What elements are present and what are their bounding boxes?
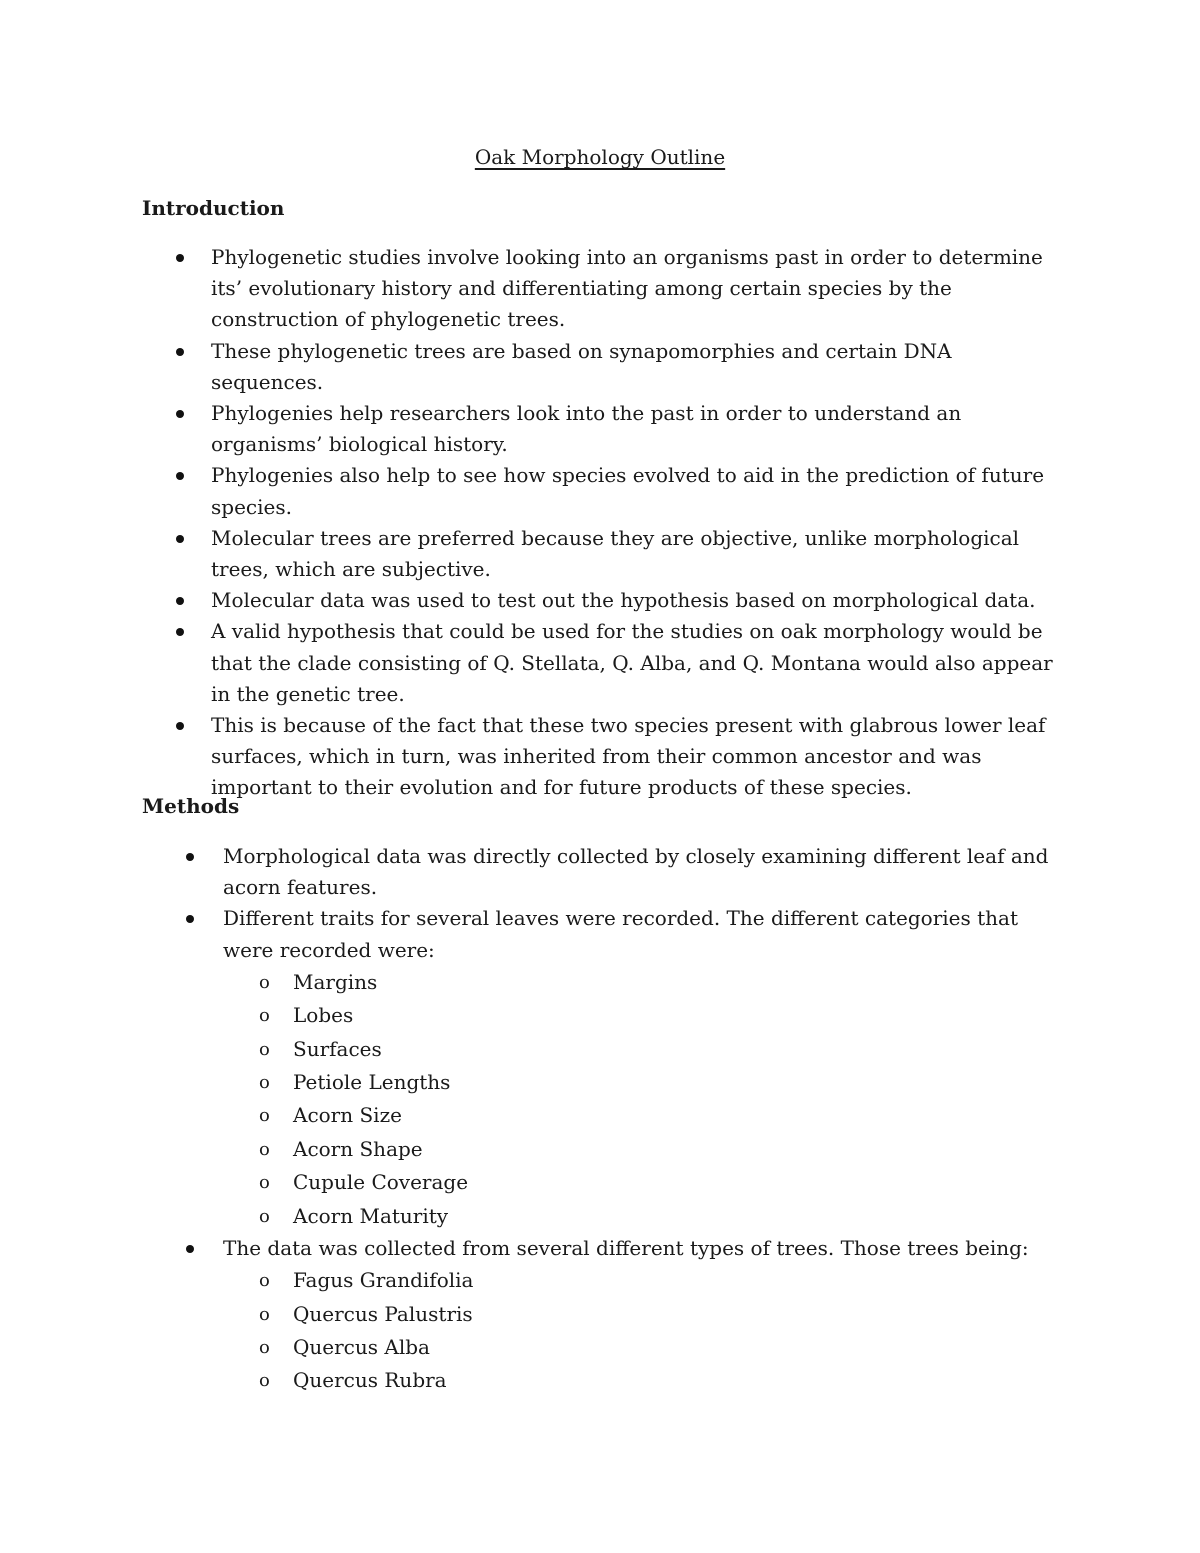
bullet-text: Phylogenies help researchers look into the past in order to understand an organisms’ biological history. xyxy=(211,401,962,457)
bullet-icon xyxy=(176,628,184,636)
bullet-text: Different traits for several leaves were recorded. The different categories that were recorded were: xyxy=(223,906,1018,962)
circle-bullet-icon: o xyxy=(259,971,270,993)
bullet-icon xyxy=(176,597,184,605)
sub-item-text: Petiole Lengths xyxy=(293,1070,451,1095)
list-item xyxy=(0,523,1056,585)
list-item xyxy=(0,242,1056,336)
list-item xyxy=(0,398,1056,460)
bullet-text: Morphological data was directly collected by closely examining different leaf and acorn features. xyxy=(223,844,1049,900)
circle-bullet-icon: o xyxy=(259,1072,270,1094)
sub-list-item xyxy=(223,1133,1063,1166)
circle-bullet-icon: o xyxy=(259,1303,270,1325)
list-item xyxy=(0,460,1056,522)
circle-bullet-icon: o xyxy=(259,1105,270,1127)
sub-list-item xyxy=(223,999,1063,1032)
list-item xyxy=(0,336,1056,398)
sub-item-text: Quercus Alba xyxy=(293,1335,430,1360)
bullet-text: This is because of the fact that these two species present with glabrous lower leaf surfaces, which in turn, was inherited from their common ancestor and was important to their evolution and for future products of these species. xyxy=(211,713,1046,800)
list-item xyxy=(0,841,1063,903)
circle-bullet-icon: o xyxy=(259,1370,270,1392)
methods-heading: Methods xyxy=(142,794,240,818)
sub-list-item xyxy=(223,1033,1063,1066)
bullet-icon xyxy=(176,348,184,356)
sub-item-text: Lobes xyxy=(293,1003,354,1028)
sub-item-text: Fagus Grandifolia xyxy=(293,1268,474,1293)
sub-item-text: Acorn Shape xyxy=(293,1136,423,1161)
circle-bullet-icon: o xyxy=(259,1038,270,1060)
circle-bullet-icon: o xyxy=(259,1337,270,1359)
sub-list-item xyxy=(223,1066,1063,1099)
leaf-trait-categories-list xyxy=(223,966,1063,1233)
list-item xyxy=(0,585,1056,616)
sub-list-item xyxy=(223,1200,1063,1233)
bullet-text: A valid hypothesis that could be used for the studies on oak morphology would be that the clade consisting of Q. Stellata, Q. Alba, and Q. Montana would also appear in the genetic tree. xyxy=(211,619,1053,706)
bullet-icon xyxy=(176,722,184,730)
document-title: Oak Morphology Outline xyxy=(474,145,726,169)
list-item xyxy=(0,710,1056,804)
bullet-text: Phylogenetic studies involve looking into an organisms past in order to determine its’ evolutionary history and differentiating among certain species by the construction of phylogenetic trees. xyxy=(211,245,1043,332)
circle-bullet-icon: o xyxy=(259,1138,270,1160)
sub-item-text: Quercus Palustris xyxy=(293,1301,473,1326)
tree-species-list xyxy=(223,1264,1063,1398)
bullet-text: Phylogenies also help to see how species evolved to aid in the prediction of future species. xyxy=(211,463,1045,519)
bullet-icon xyxy=(176,410,184,418)
sub-item-text: Acorn Size xyxy=(293,1103,402,1128)
list-item xyxy=(0,1233,1063,1398)
sub-list-item xyxy=(223,1166,1063,1199)
bullet-icon xyxy=(186,1245,194,1253)
list-item xyxy=(0,616,1056,710)
sub-list-item xyxy=(223,1264,1063,1297)
bullet-icon xyxy=(176,254,184,262)
sub-item-text: Quercus Rubra xyxy=(293,1368,447,1393)
introduction-heading: Introduction xyxy=(142,196,285,220)
sub-item-text: Acorn Maturity xyxy=(293,1203,449,1228)
bullet-icon xyxy=(176,535,184,543)
bullet-text: These phylogenetic trees are based on synapomorphies and certain DNA sequences. xyxy=(211,338,952,394)
list-item xyxy=(0,903,1063,1233)
bullet-text: Molecular data was used to test out the hypothesis based on morphological data. xyxy=(211,588,1036,613)
circle-bullet-icon: o xyxy=(259,1205,270,1227)
circle-bullet-icon: o xyxy=(259,1172,270,1194)
sub-list-item xyxy=(223,966,1063,999)
sub-item-text: Margins xyxy=(293,969,378,994)
sub-list-item xyxy=(223,1331,1063,1364)
bullet-text: Molecular trees are preferred because they are objective, unlike morphological trees, which are subjective. xyxy=(211,525,1020,582)
circle-bullet-icon: o xyxy=(259,1005,270,1027)
circle-bullet-icon: o xyxy=(259,1270,270,1292)
sub-list-item xyxy=(223,1099,1063,1132)
methods-bullet-list xyxy=(0,841,1063,1398)
bullet-icon xyxy=(176,472,184,480)
sub-item-text: Cupule Coverage xyxy=(293,1170,469,1195)
bullet-text: The data was collected from several different types of trees. Those trees being: xyxy=(223,1236,1029,1261)
sub-item-text: Surfaces xyxy=(293,1036,382,1061)
sub-list-item xyxy=(223,1364,1063,1397)
introduction-bullet-list xyxy=(0,242,1056,804)
sub-list-item xyxy=(223,1298,1063,1331)
bullet-icon xyxy=(186,915,194,923)
bullet-icon xyxy=(186,853,194,861)
